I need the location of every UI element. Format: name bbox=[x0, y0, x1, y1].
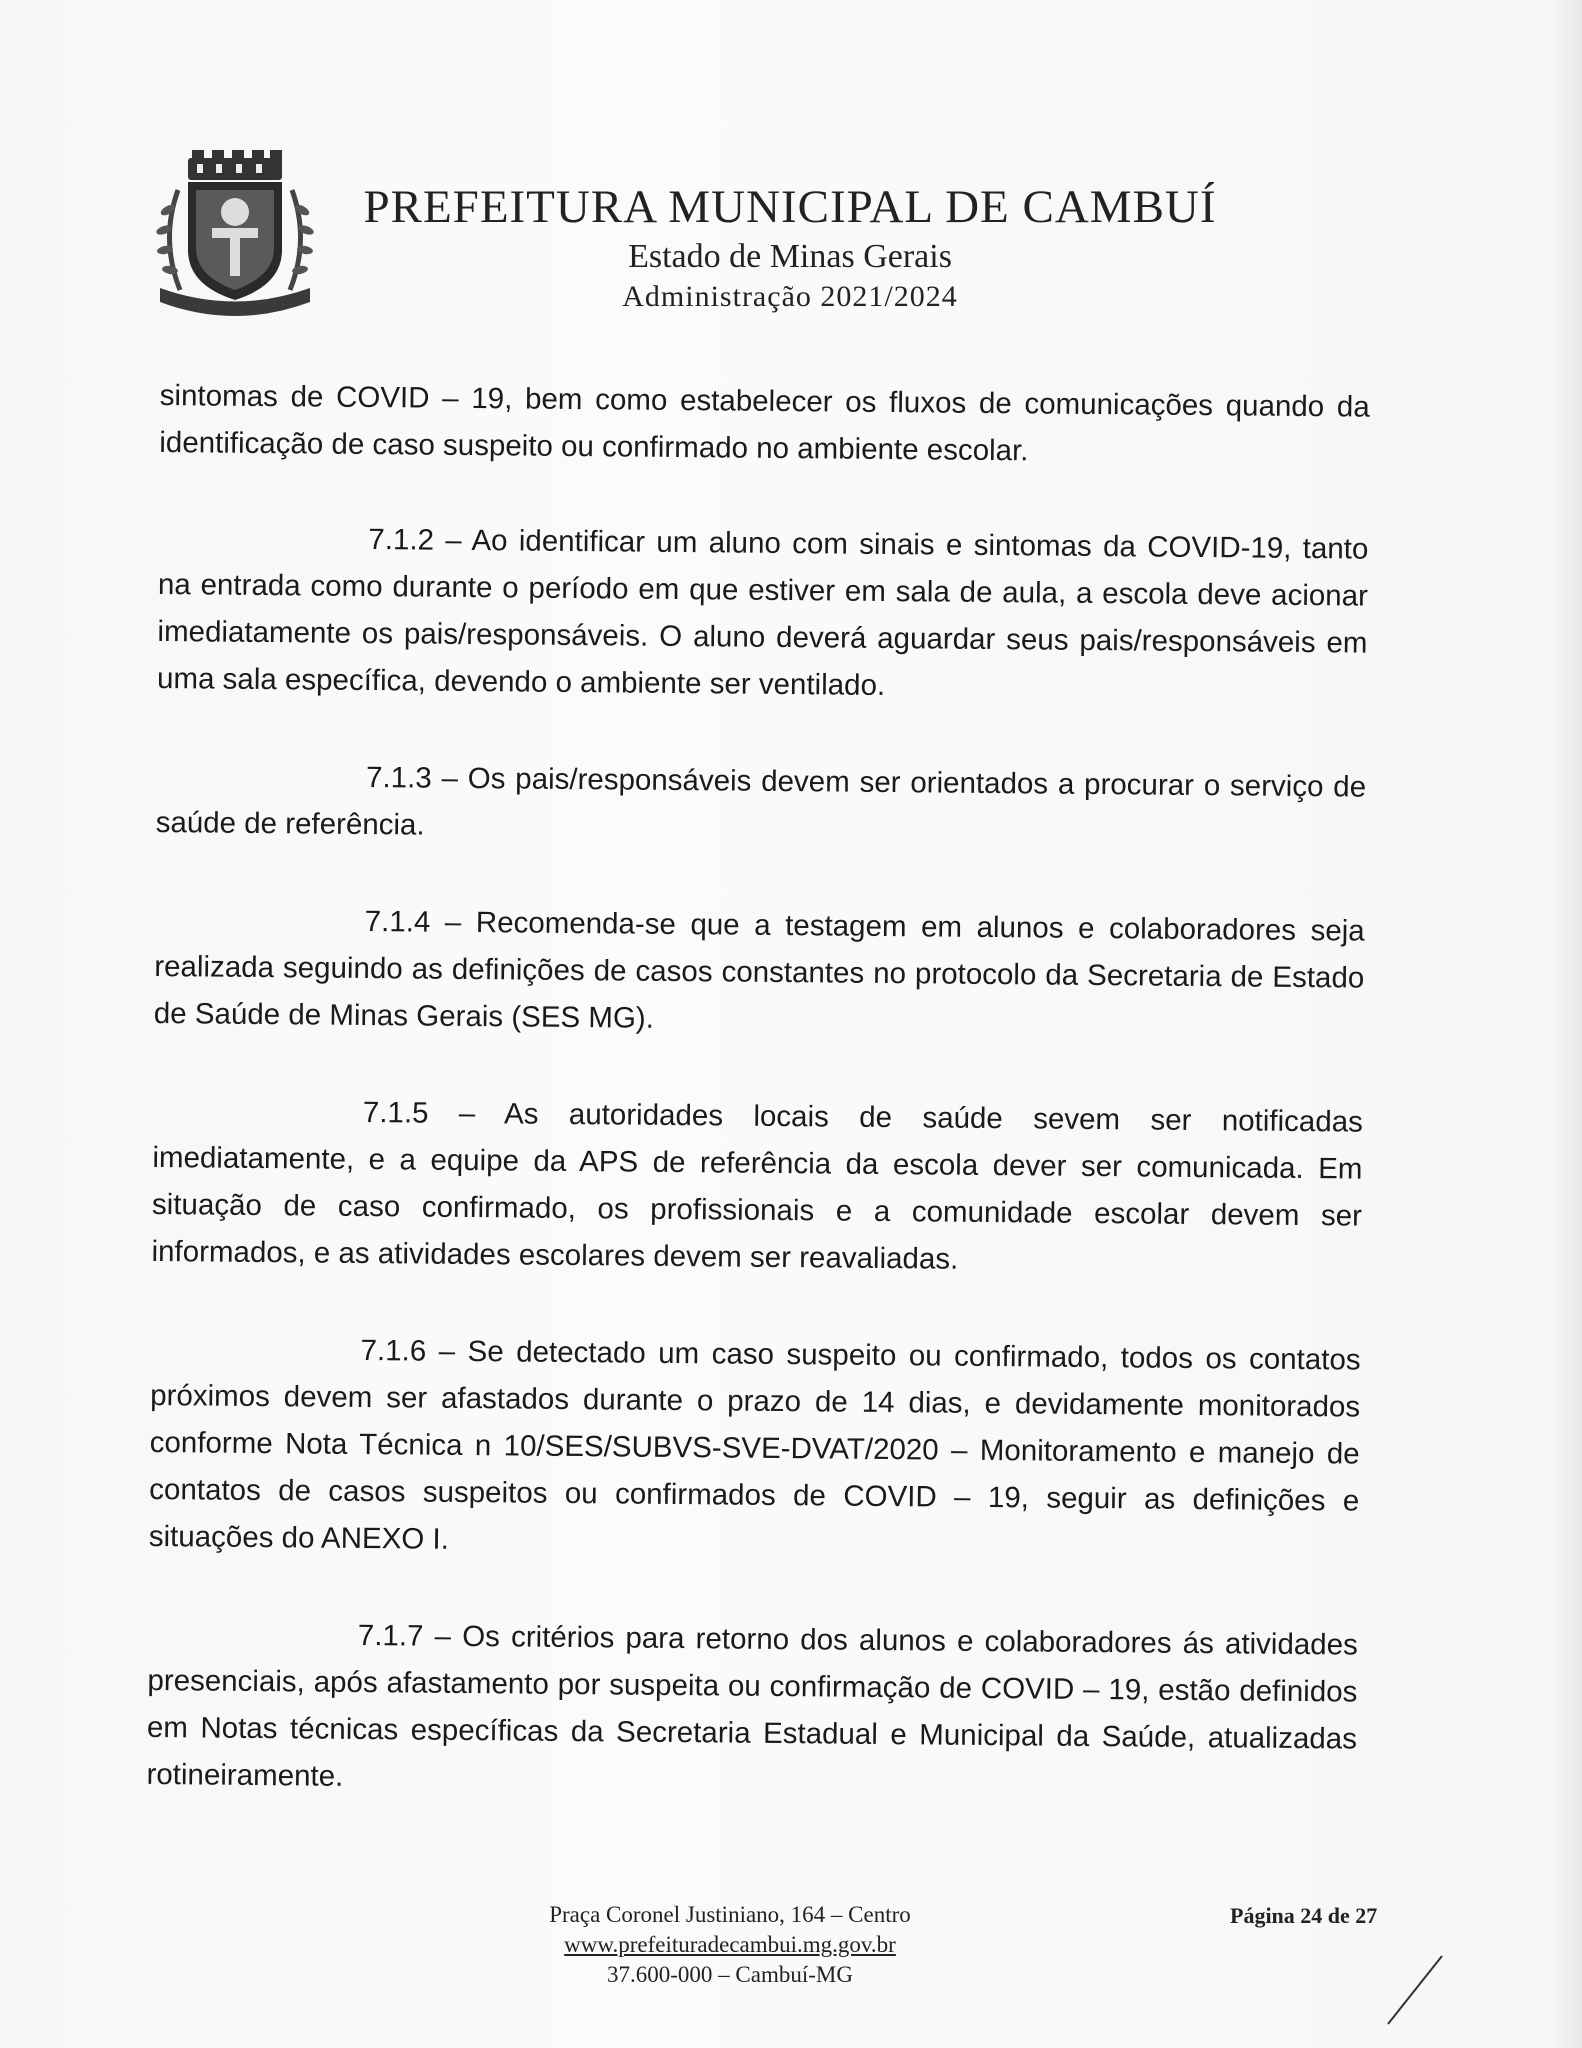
state-name: Estado de Minas Gerais bbox=[628, 238, 952, 275]
paragraph-continuation: sintomas de COVID – 19, bem como estabelecer os fluxos de comunicações quando da identificação de caso suspeito ou confirmado no ambiente escolar. bbox=[159, 378, 1370, 468]
paragraph-7-1-5: 7.1.5 – As autoridades locais de saúde sevem ser notificadas imediatamente, e a equipe da APS de referência da escola dever ser comunicada. Em situação de caso confirmado, os profissionais e a comunidade escolar devem ser informados, e as atividades escolares devem ser reavaliadas. bbox=[151, 1095, 1364, 1276]
paragraph-7-1-2: 7.1.2 – Ao identificar um aluno com sinais e sintomas da COVID-19, tanto na entrada como durante o período em que estiver em sala de aula, a escola deve acionar imediatamente os pais/responsáveis. O aluno deverá aguardar seus pais/responsáveis em uma sala específica, devendo o ambiente ser ventilado. bbox=[156, 523, 1369, 702]
page-edge-shadow bbox=[1552, 0, 1582, 2048]
initial-mark-icon bbox=[1380, 1950, 1450, 2030]
paragraph-7-1-6: 7.1.6 – Se detectado um caso suspeito ou confirmado, todos os contatos próximos devem ser afastados durante o prazo de 14 dias, e devidamente monitorados conforme Nota Técnica n 10/SES/SUBVS-SVE-DVAT/2020 – Monitoramento e manejo de contatos de casos suspeitos ou confirmados de COVID – 19, seguir as definições e situações do ANEXO I. bbox=[148, 1333, 1361, 1556]
letterhead-text bbox=[340, 180, 1240, 316]
footer-website-link[interactable]: www.prefeituradecambui.mg.gov.br bbox=[564, 1932, 896, 1957]
municipality-title: PREFEITURA MUNICIPAL DE CAMBUÍ bbox=[363, 181, 1217, 233]
footer-address: Praça Coronel Justiniano, 164 – Centro bbox=[549, 1902, 911, 1927]
footer-address-block bbox=[470, 1900, 990, 1990]
paragraph-7-1-4: 7.1.4 – Recomenda-se que a testagem em alunos e colaboradores seja realizada seguindo as definições de casos constantes no protocolo da Secretaria de Estado de Saúde de Minas Gerais (SES MG). bbox=[153, 904, 1365, 1035]
page-number: Página 24 de 27 bbox=[1230, 1903, 1378, 1928]
paragraph-7-1-3: 7.1.3 – Os pais/responsáveis devem ser orientados a procurar o serviço de saúde de referência. bbox=[155, 760, 1367, 842]
footer-postal: 37.600-000 – Cambuí-MG bbox=[607, 1962, 853, 1987]
document-body bbox=[146, 372, 1370, 1860]
paragraph-7-1-7: 7.1.7 – Os critérios para retorno dos alunos e colaboradores ás atividades presenciais, após afastamento por suspeita ou confirmação de COVID – 19, estão definidos em Notas técnicas específicas da Secretaria Estadual e Municipal da Saúde, atualizadas rotineiramente. bbox=[146, 1618, 1358, 1793]
administration-period: Administração 2021/2024 bbox=[622, 280, 958, 313]
letterhead bbox=[150, 150, 1250, 330]
coat-of-arms-icon bbox=[150, 150, 320, 320]
